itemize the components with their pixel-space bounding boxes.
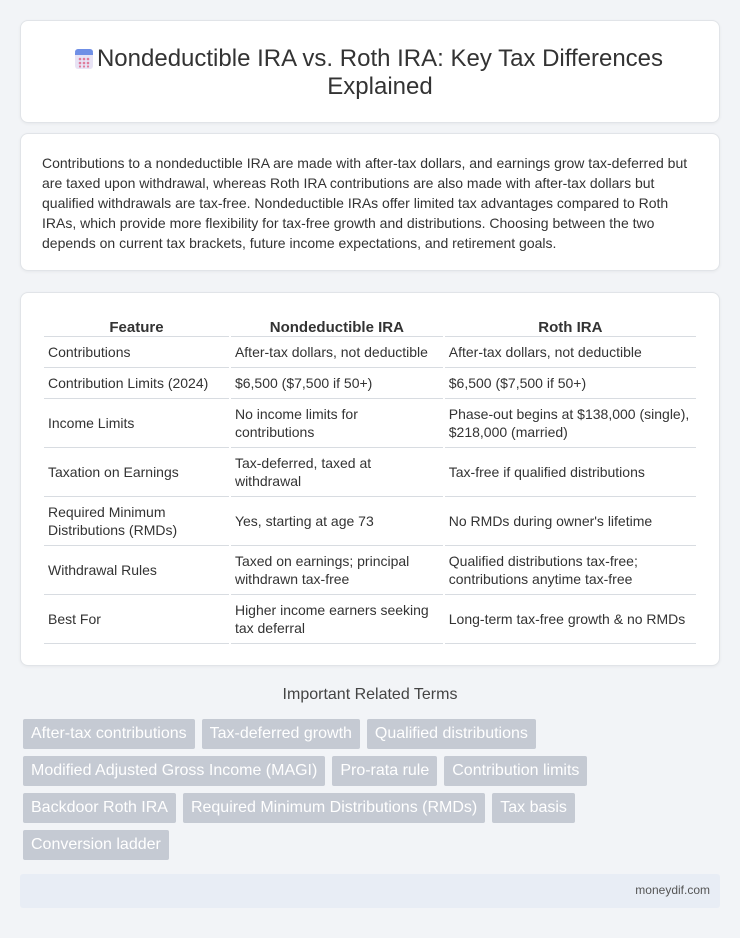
intro-card — [20, 133, 720, 271]
footer-site-link[interactable]: moneydif.com — [635, 883, 710, 897]
table-cell: Withdrawal Rules — [44, 546, 229, 595]
table-cell: Income Limits — [44, 399, 229, 448]
related-term-tag[interactable]: Conversion ladder — [23, 830, 169, 860]
table-row — [44, 595, 696, 644]
related-term-tag[interactable]: Tax-deferred growth — [202, 719, 360, 749]
table-cell: After-tax dollars, not deductible — [231, 337, 443, 368]
related-term-tag[interactable]: Pro-rata rule — [332, 756, 437, 786]
table-row — [44, 546, 696, 595]
related-term-tag[interactable]: Backdoor Roth IRA — [23, 793, 176, 823]
table-cell: No income limits for contributions — [231, 399, 443, 448]
comparison-table — [42, 316, 698, 644]
table-cell: Best For — [44, 595, 229, 644]
related-terms-heading: Important Related Terms — [282, 686, 458, 703]
table-cell: Contributions — [44, 337, 229, 368]
title-card — [20, 20, 720, 123]
table-cell: $6,500 ($7,500 if 50+) — [445, 368, 696, 399]
related-term-tag[interactable]: Required Minimum Distributions (RMDs) — [183, 793, 485, 823]
table-cell: Tax-free if qualified distributions — [445, 448, 696, 497]
related-term-tag[interactable]: After-tax contributions — [23, 719, 195, 749]
table-cell: Tax-deferred, taxed at withdrawal — [231, 448, 443, 497]
related-terms-list — [23, 719, 603, 860]
table-cell: After-tax dollars, not deductible — [445, 337, 696, 368]
table-cell: No RMDs during owner's lifetime — [445, 497, 696, 546]
column-header: Roth IRA — [445, 316, 696, 337]
table-cell: Required Minimum Distributions (RMDs) — [44, 497, 229, 546]
table-row — [44, 368, 696, 399]
table-cell: Qualified distributions tax-free; contributions anytime tax-free — [445, 546, 696, 595]
comparison-card — [20, 292, 720, 666]
related-term-tag[interactable]: Qualified distributions — [367, 719, 536, 749]
related-term-tag[interactable]: Contribution limits — [444, 756, 587, 786]
table-cell: Yes, starting at age 73 — [231, 497, 443, 546]
table-cell: Phase-out begins at $138,000 (single), $218,000 (married) — [445, 399, 696, 448]
table-cell: Taxation on Earnings — [44, 448, 229, 497]
table-row — [44, 497, 696, 546]
column-header: Nondeductible IRA — [231, 316, 443, 337]
table-row — [44, 399, 696, 448]
page-title: Nondeductible IRA vs. Roth IRA: Key Tax Differences Explained — [96, 45, 664, 100]
table-cell: Taxed on earnings; principal withdrawn tax-free — [231, 546, 443, 595]
intro-paragraph: Contributions to a nondeductible IRA are made with after-tax dollars, and earnings grow tax-deferred but are taxed upon withdrawal, whereas Roth IRA contributions are also made with after-tax dollars but qualified withdrawals are tax-free. Nondeductible IRAs offer limited tax advantages compared to Roth IRAs, which provide more flexibility for tax-free growth and distributions. Choosing between the two depends on current tax brackets, future income expectations, and retirement goals. — [42, 155, 688, 251]
table-cell: Contribution Limits (2024) — [44, 368, 229, 399]
table-cell: Long-term tax-free growth & no RMDs — [445, 595, 696, 644]
table-row — [44, 448, 696, 497]
table-cell: Higher income earners seeking tax deferral — [231, 595, 443, 644]
table-row — [44, 337, 696, 368]
related-term-tag[interactable]: Modified Adjusted Gross Income (MAGI) — [23, 756, 325, 786]
table-cell: $6,500 ($7,500 if 50+) — [231, 368, 443, 399]
footer — [20, 874, 720, 908]
related-term-tag[interactable]: Tax basis — [492, 793, 575, 823]
table-header-row — [44, 316, 696, 337]
column-header: Feature — [44, 316, 229, 337]
